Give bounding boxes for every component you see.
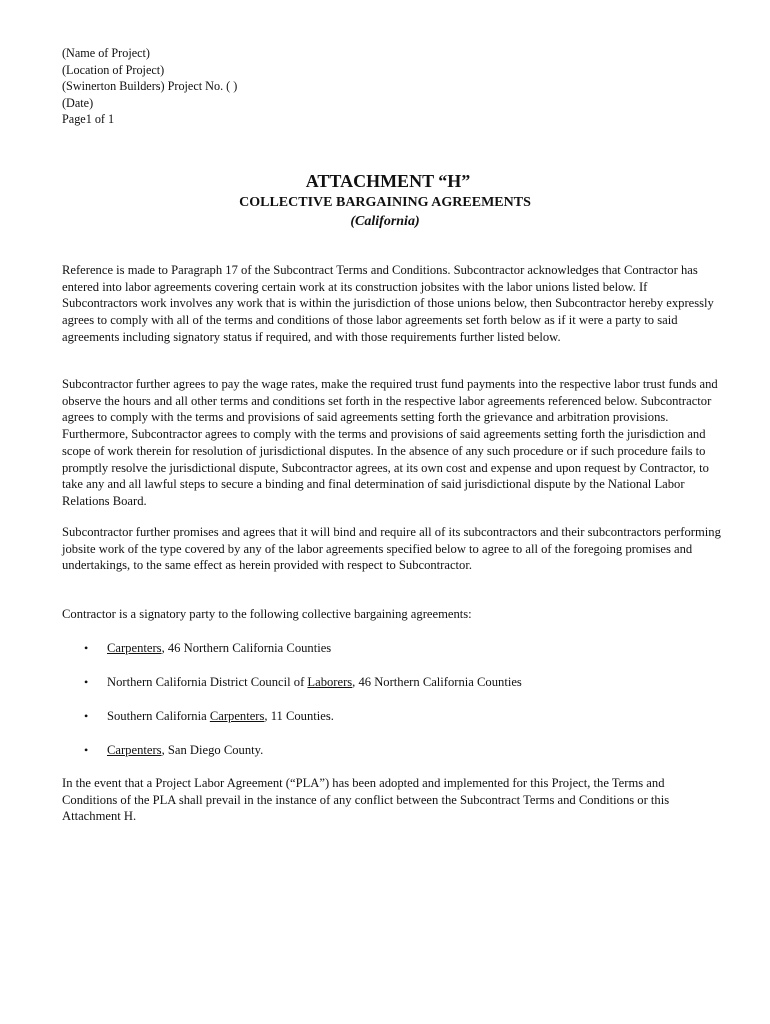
bullet-icon: • xyxy=(84,641,89,655)
project-header xyxy=(62,45,237,128)
agreement-prefix: Southern California xyxy=(107,709,210,723)
bullet-icon: • xyxy=(84,709,89,723)
paragraph-subcontractors-text: Subcontractor further promises and agrees that it will bind and require all of its subcontractors and their subcontractors performing jobsite work of the type covered by any of the labor agreements specified below to agree to all of the foregoing promises and undertakings, to the same effect as herein provided with respect to Subcontractor. xyxy=(62,525,721,573)
union-name: Carpenters xyxy=(107,641,162,655)
paragraph-subcontractors xyxy=(62,524,722,574)
agreement-suffix: , 46 Northern California Counties xyxy=(352,675,522,689)
bullet-icon: • xyxy=(84,675,89,689)
agreement-suffix: , San Diego County. xyxy=(161,743,264,757)
paragraph-reference xyxy=(62,262,722,346)
agreement-suffix: , 46 Northern California Counties xyxy=(161,641,332,655)
paragraph-wage-rates xyxy=(62,376,722,510)
paragraph-wage-rates-text: Subcontractor further agrees to pay the wage rates, make the required trust fund payments into the respective labor trust funds and observe the hours and all other terms and conditions set forth in the respective labor agreements referenced below. Subcontractor agrees to comply with the terms and provisions of said agreements setting forth the grievance and arbitration provisions. Furthermore, Subcontractor agrees to comply with the terms and provisions of said agreements setting forth the jurisdiction and scope of work therein for resolution of jurisdictional disputes. In the absence of any such procedure or if such procedure fails to promptly resolve the jurisdictional dispute, Subcontractor agrees, at its own cost and expense and upon request by Contractor, to take any and all lawful steps to secure a binding and final determination of said jurisdictional dispute by the National Labor Relations Board. xyxy=(62,377,718,508)
bullet-icon: • xyxy=(84,743,89,757)
project-location: (Location of Project) xyxy=(62,62,165,77)
project-number: (Swinerton Builders) Project No. ( ) xyxy=(62,79,238,94)
title-block xyxy=(0,170,770,231)
agreement-suffix: , 11 Counties. xyxy=(264,709,334,723)
agreement-prefix: Northern California District Council of xyxy=(107,675,308,689)
document-region: (California) xyxy=(350,214,420,229)
paragraph-reference-text: Reference is made to Paragraph 17 of the Subcontract Terms and Conditions. Subcontractor acknowledges that Contractor has entered into labor agreements covering certain work at its construction jobsites with the labor unions listed below. If Subcontractors work involves any work that is within the jurisdiction of those unions below, then Subcontractor hereby expressly agrees to comply with all of the terms and conditions of those labor agreements set forth below as if it were a party to said agreements including signatory status if required, and with those requirements further listed below. xyxy=(62,263,714,344)
list-item xyxy=(84,742,522,776)
document-subtitle: COLLECTIVE BARGAINING AGREEMENTS xyxy=(239,195,531,210)
paragraph-signatory-text: Contractor is a signatory party to the following collective bargaining agreements: xyxy=(62,607,472,621)
union-name: Carpenters xyxy=(209,709,265,723)
union-name: Laborers xyxy=(307,675,353,689)
page-number: Page1 of 1 xyxy=(62,112,115,127)
agreements-list xyxy=(84,640,522,776)
list-item xyxy=(84,640,522,674)
paragraph-pla-text: In the event that a Project Labor Agreement (“PLA”) has been adopted and implemented for this Project, the Terms and Conditions of the PLA shall prevail in the instance of any conflict between the Subcontract Terms and Conditions or this Attachment H. xyxy=(62,776,670,824)
paragraph-signatory xyxy=(62,606,722,623)
document-title: ATTACHMENT “H” xyxy=(305,171,471,191)
list-item xyxy=(84,674,522,708)
union-name: Carpenters xyxy=(107,743,162,757)
project-name: (Name of Project) xyxy=(62,46,150,60)
list-item xyxy=(84,708,522,742)
paragraph-pla xyxy=(62,775,722,825)
project-date: (Date) xyxy=(62,95,94,110)
